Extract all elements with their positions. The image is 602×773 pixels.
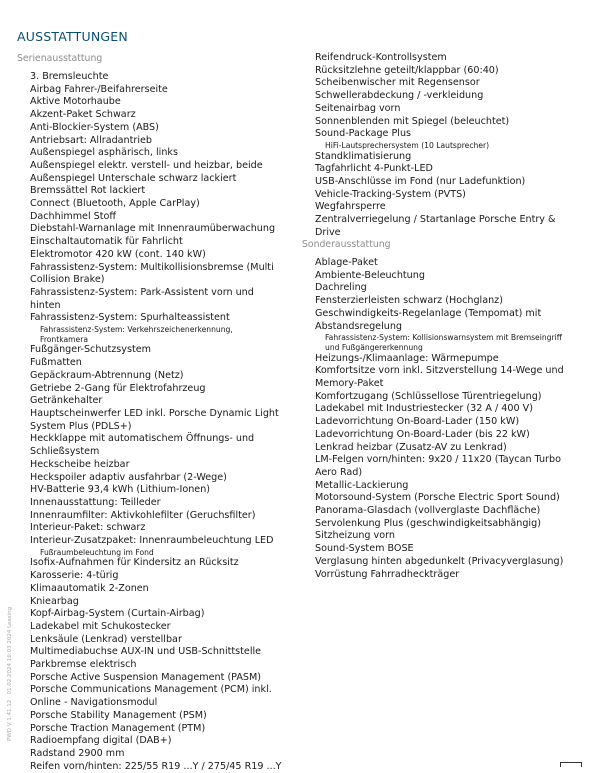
- list-item: Kopf-Airbag-System (Curtain-Airbag): [30, 608, 205, 620]
- list-item: Metallic-Lackierung: [315, 479, 409, 491]
- list-item: Fußmatten: [30, 357, 82, 369]
- serien-heading: Serienausstattung: [17, 53, 103, 64]
- list-item: Schwellerabdeckung / -verkleidung: [315, 90, 484, 102]
- list-item: Fahrassistenz-System: Multikollisionsbremse (Multi Collision Brake): [30, 261, 274, 286]
- list-item: Ablage-Paket: [315, 257, 378, 268]
- list-item: Panorama-Glasdach (vollverglaste Dachfläche): [315, 505, 541, 517]
- list-item: Servolenkung Plus (geschwindigkeitsabhängig): [315, 517, 541, 529]
- list-item: Komfortsitze vorn inkl. Sitzverstellung 14-Wege und Memory-Paket: [315, 365, 564, 390]
- list-item: Innenraumfilter: Aktivkohlefilter (Geruchsfilter): [30, 509, 256, 521]
- list-item: Aktive Motorhaube: [30, 96, 121, 108]
- list-item: Ambiente-Beleuchtung: [315, 269, 425, 281]
- side-watermark: PWD V 1.41.12 · 01.02.2024 16:03 2024 Leasing: [7, 606, 13, 741]
- list-item: Wegfahrsperre: [315, 201, 386, 213]
- list-item: Antriebsart: Allradantrieb: [30, 134, 153, 146]
- list-item: Dachhimmel Stoff: [30, 210, 117, 222]
- list-item: Lenkrad heizbar (Zusatz-AV zu Lenkrad): [315, 441, 507, 453]
- sonder-list: [315, 257, 573, 581]
- page-title: AUSSTATTUNGEN: [17, 29, 128, 44]
- list-item: Akzent-Paket Schwarz: [30, 109, 136, 121]
- list-item: Anti-Blockier-System (ABS): [30, 121, 159, 133]
- list-item: Heckscheibe heizbar: [30, 458, 130, 470]
- list-item: Ladekabel mit Schukostecker: [30, 620, 171, 632]
- list-item: Lenksäule (Lenkrad) verstellbar: [30, 633, 182, 645]
- list-item: Standklimatisierung: [315, 150, 412, 162]
- list-item: Heckspoiler adaptiv ausfahrbar (2-Wege): [30, 471, 227, 483]
- list-item: Außenspiegel elektr. verstell- und heizbar, beide: [30, 159, 263, 171]
- list-item: LM-Felgen vorn/hinten: 9x20 / 11x20 (Taycan Turbo Aero Rad): [315, 454, 561, 478]
- list-item: Scheibenwischer mit Regensensor: [315, 77, 480, 89]
- list-item: Interieur-Zusatzpaket: Innenraumbeleuchtung LED: [30, 535, 274, 547]
- list-item: Komfortzugang (Schlüssellose Türentriegelung): [315, 390, 542, 402]
- list-item: Isofix-Aufnahmen für Kindersitz an Rücksitz: [30, 557, 239, 569]
- list-item: Radstand 2900 mm: [30, 747, 125, 759]
- list-item: Ladevorrichtung On-Board-Lader (bis 22 kW): [315, 428, 530, 440]
- page-corner-mark: [560, 762, 582, 767]
- list-item: Außenspiegel Unterschale schwarz lackiert: [30, 172, 237, 184]
- list-item: Dachreling: [315, 282, 367, 294]
- list-item: Diebstahl-Warnanlage mit Innenraumüberwachung: [30, 223, 276, 235]
- list-item: Innenausstattung: Teilleder: [30, 496, 161, 508]
- list-item: Fensterzierleisten schwarz (Hochglanz): [315, 295, 503, 307]
- list-item: Porsche Traction Management (PTM): [30, 722, 206, 734]
- list-item: Connect (Bluetooth, Apple CarPlay): [30, 198, 200, 210]
- list-item: Geschwindigkeits-Regelanlage (Tempomat) mit Abstandsregelung: [315, 307, 542, 332]
- list-item: Sonnenblenden mit Spiegel (beleuchtet): [315, 115, 510, 127]
- list-item: Sound-System BOSE: [315, 543, 414, 555]
- list-item: Bremssättel Rot lackiert: [30, 185, 146, 197]
- list-item: Rücksitzlehne geteilt/klappbar (60:40): [315, 64, 499, 76]
- list-item: USB-Anschlüsse im Fond (nur Ladefunktion): [315, 176, 526, 188]
- list-item: Vehicle-Tracking-System (PVTS): [315, 188, 466, 200]
- list-item: Vorrüstung Fahrradheckträger: [315, 568, 460, 580]
- list-item: Reifen vorn/hinten: 225/55 R19 ...Y / 275/45 R19 ...Y: [30, 760, 282, 772]
- list-item: Porsche Stability Management (PSM): [30, 709, 207, 721]
- list-item: Multimediabuchse AUX-IN und USB-Schnittstelle: [30, 646, 262, 658]
- list-item: Porsche Active Suspension Management (PASM): [30, 671, 262, 683]
- list-item: Interieur-Paket: schwarz: [30, 522, 146, 534]
- list-item: Kniearbag: [30, 595, 79, 607]
- sonder-heading: Sonderausstattung: [302, 239, 391, 250]
- list-item: Einschaltautomatik für Fahrlicht: [30, 236, 183, 248]
- list-item: Tagfahrlicht 4-Punkt-LED: [315, 163, 433, 175]
- list-item: Heizungs-/Klimaanlage: Wärmepumpe: [315, 352, 499, 364]
- list-item: Radioempfang digital (DAB+): [30, 735, 172, 747]
- list-item: Fahrassistenz-System: Spurhalteassistent: [30, 312, 230, 324]
- list-item: Außenspiegel asphärisch, links: [30, 147, 178, 159]
- list-item: Sitzheizung vorn: [315, 530, 395, 542]
- list-item: Motorsound-System (Porsche Electric Sport Sound): [315, 492, 560, 504]
- list-subitem: Fußraumbeleuchtung im Fond: [40, 547, 154, 557]
- list-item: Ladekabel mit Industriestecker (32 A / 400 V): [315, 403, 533, 415]
- list-item: Ladevorrichtung On-Board-Lader (150 kW): [315, 416, 520, 428]
- list-subitem: Fahrassistenz-System: Verkehrszeichenerkennung, Frontkamera: [40, 325, 233, 344]
- list-item: Getränkehalter: [30, 395, 103, 407]
- list-item: Parkbremse elektrisch: [30, 659, 137, 671]
- list-item: Getriebe 2-Gang für Elektrofahrzeug: [30, 382, 206, 394]
- list-subitem: Fahrassistenz-System: Kollisionswarnsystem mit Bremseingriff und Fußgängererkennung: [325, 333, 562, 352]
- list-item: Reifendruck-Kontrollsystem: [315, 52, 447, 63]
- list-item: Hauptscheinwerfer LED inkl. Porsche Dynamic Light System Plus (PDLS+): [30, 407, 279, 432]
- list-item: Elektromotor 420 kW (cont. 140 kW): [30, 248, 206, 260]
- list-item: Seitenairbag vorn: [315, 102, 401, 114]
- list-item: Airbag Fahrer-/Beifahrerseite: [30, 83, 168, 95]
- list-item: HV-Batterie 93,4 kWh (Lithium-Ionen): [30, 484, 211, 496]
- serien-list-right: [315, 52, 567, 240]
- list-item: Karosserie: 4-türig: [30, 570, 119, 582]
- list-item: 3. Bremsleuchte: [30, 71, 109, 82]
- list-item: Fußgänger-Schutzsystem: [30, 344, 151, 356]
- list-item: Fahrassistenz-System: Park-Assistent vorn und hinten: [30, 286, 254, 311]
- serien-list-left: [30, 71, 282, 773]
- list-item: Klimaautomatik 2-Zonen: [30, 582, 149, 594]
- list-item: Porsche Communications Management (PCM) inkl. Online - Navigationsmodul: [30, 684, 272, 709]
- list-item: Gepäckraum-Abtrennung (Netz): [30, 369, 184, 381]
- list-item: Verglasung hinten abgedunkelt (Privacyverglasung): [315, 555, 564, 567]
- list-item: Heckklappe mit automatischem Öffnungs- und Schließsystem: [30, 433, 255, 458]
- list-item: Zentralverriegelung / Startanlage Porsche Entry & Drive: [315, 214, 556, 238]
- list-item: Sound-Package Plus: [315, 128, 412, 140]
- list-subitem: HiFi-Lautsprechersystem (10 Lautsprecher): [325, 140, 490, 150]
